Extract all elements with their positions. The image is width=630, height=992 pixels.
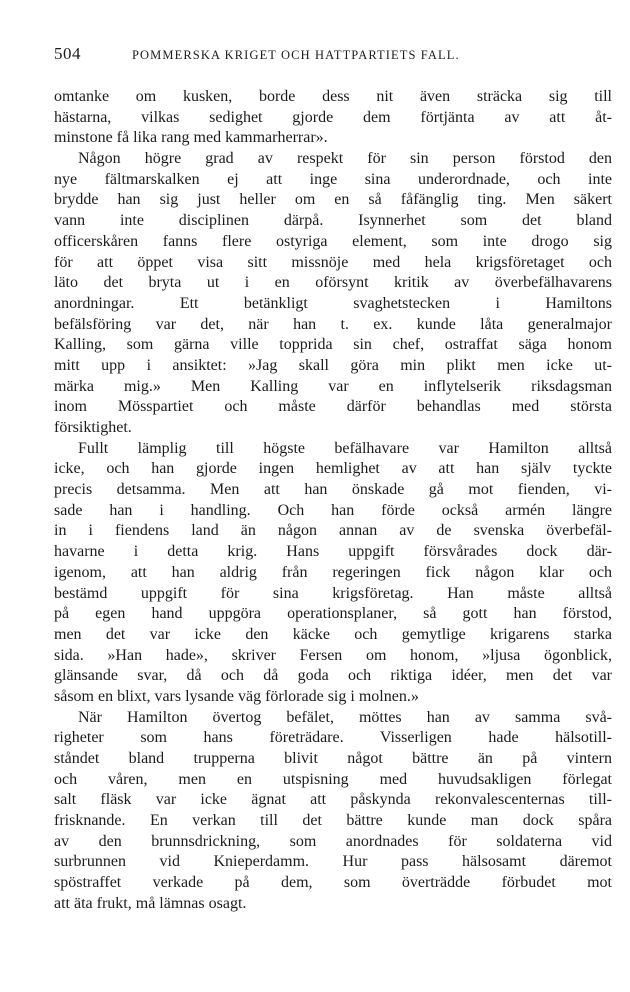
running-head bbox=[54, 44, 612, 72]
text-line: sade han i handling. Och han förde också armén längre bbox=[54, 501, 612, 519]
text-line: bestämd uppgift för sina krigsföretag. Han måste alltså bbox=[54, 584, 612, 602]
text-line: glänsande svar, då och då goda och riktiga idéer, men det var bbox=[54, 667, 612, 685]
text-line: salt fläsk var icke ägnat att påskynda rekonvalescenternas till- bbox=[54, 791, 612, 809]
text-line: såsom en blixt, vars lysande väg förlorade sig i molnen.» bbox=[54, 687, 419, 705]
text-line: icke, och han gjorde ingen hemlighet av att han själv tyckte bbox=[54, 460, 612, 478]
text-line: omtanke om kusken, borde dess nit även sträcka sig till bbox=[54, 88, 612, 105]
text-line: brydde han sig just heller om en så fåfänglig ting. Men säkert bbox=[54, 191, 612, 209]
text-line: igenom, att han aldrig från regeringen fick någon klar och bbox=[54, 563, 612, 581]
text-line: hästarna, vilkas sedighet gjorde dem förtjänta av att åt- bbox=[54, 108, 612, 126]
text-line: att äta frukt, må lämnas osagt. bbox=[54, 894, 247, 912]
text-line: för att öppet visa sitt missnöje med hela krigsföretaget och bbox=[54, 253, 612, 271]
text-line: precis detsamma. Men att han önskade gå mot fienden, vi- bbox=[54, 481, 612, 499]
text-line: frisknande. En verkan till det bättre kunde man dock spåra bbox=[54, 812, 612, 830]
text-line: Någon högre grad av respekt för sin person förstod den bbox=[78, 150, 612, 168]
body-text bbox=[54, 87, 612, 915]
text-line: havarne i detta krig. Hans uppgift försvårades dock där- bbox=[54, 543, 612, 561]
text-line: När Hamilton övertog befälet, möttes han av samma svå- bbox=[78, 708, 612, 726]
text-line: anordningar. Ett betänkligt svaghetstecken i Hamiltons bbox=[54, 294, 612, 312]
text-line: righeter som hans företrädare. Visserligen hade hälsotill- bbox=[54, 729, 612, 747]
running-title: POMMERSKA KRIGET OCH HATTPARTIETS FALL. bbox=[132, 48, 460, 62]
text-line: in i fiendens land än någon annan av de svenska överbefäl- bbox=[54, 522, 612, 540]
page-number: 504 bbox=[54, 44, 81, 63]
text-line: surbrunnen vid Knieperdamm. Hur pass hälsosamt däremot bbox=[54, 853, 612, 871]
text-line: ståndet bland trupperna blivit något bättre än på vintern bbox=[54, 750, 612, 767]
text-line: vann inte disciplinen därpå. Isynnerhet som det bland bbox=[54, 212, 612, 230]
book-page bbox=[54, 44, 612, 915]
text-line: och våren, men en utspisning med huvudsakligen förlegat bbox=[54, 770, 612, 788]
text-line: försiktighet. bbox=[54, 419, 132, 436]
text-line: av den brunnsdrickning, som anordnades för soldaterna vid bbox=[54, 832, 612, 850]
text-line: spöstraffet verkade på dem, som överträdde förbudet mot bbox=[54, 874, 612, 892]
text-line: Fullt lämplig till högste befälhavare var Hamilton alltså bbox=[78, 439, 612, 457]
text-line: Kalling, som gärna ville topprida sin chef, ostraffat säga honom bbox=[54, 336, 612, 354]
text-line: nye fältmarskalken ej att inge sina underordnade, och inte bbox=[54, 170, 612, 188]
text-line: läto det bryta ut i en oförsynt kritik av överbefälhavarens bbox=[54, 274, 612, 292]
text-line: på egen hand uppgöra operationsplaner, så gott han förstod, bbox=[54, 605, 612, 623]
text-line: sida. »Han hade», skriver Fersen om honom, »ljusa ögonblick, bbox=[54, 646, 612, 664]
text-line: men det var icke den käcke och gemytlige krigarens starka bbox=[54, 625, 612, 643]
text-line: märka mig.» Men Kalling var en inflytelserik riksdagsman bbox=[54, 377, 612, 395]
text-line: minstone få lika rang med kammarherrar». bbox=[54, 129, 328, 147]
text-line: inom Mösspartiet och måste därför behandlas med största bbox=[54, 398, 612, 416]
text-line: mitt upp i ansiktet: »Jag skall göra min plikt men icke ut- bbox=[54, 356, 612, 374]
text-line: befälsföring var det, när han t. ex. kunde låta generalmajor bbox=[54, 315, 612, 333]
text-line: officerskåren fanns flere ostyriga element, som inte drogo sig bbox=[54, 232, 612, 250]
